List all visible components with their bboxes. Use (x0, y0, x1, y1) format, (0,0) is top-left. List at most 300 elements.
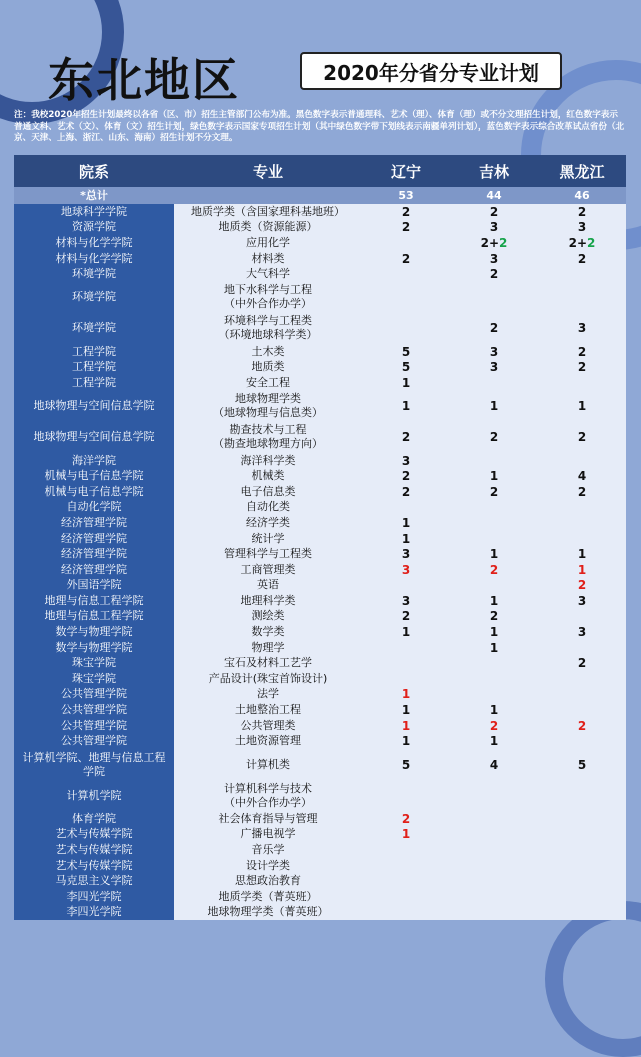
jilin-cell (450, 375, 538, 391)
liaoning-cell (362, 609, 450, 625)
count-value: 5 (401, 757, 411, 772)
table-row (14, 453, 626, 469)
major-cell: 设计学类 (174, 858, 362, 874)
count-value: 1 (401, 827, 411, 842)
department-cell: 工程学院 (14, 360, 174, 376)
major-cell: 土地资源管理 (174, 733, 362, 749)
jilin-cell (450, 251, 538, 267)
heilongjiang-cell (538, 453, 626, 469)
department-cell: 地理与信息工程学院 (14, 593, 174, 609)
heilongjiang-cell (538, 718, 626, 734)
count-value: 1 (577, 562, 587, 577)
table-row (14, 827, 626, 843)
jilin-cell (450, 640, 538, 656)
jilin-cell (450, 313, 538, 344)
count-value: 1 (401, 703, 411, 718)
plan-table (14, 155, 626, 920)
department-cell: 经济管理学院 (14, 531, 174, 547)
liaoning-cell (362, 220, 450, 236)
liaoning-cell (362, 515, 450, 531)
jilin-cell (450, 687, 538, 703)
major-cell: 环境科学与工程类 （环境地球科学类） (174, 313, 362, 344)
count-value: 1 (489, 625, 499, 640)
header-liaoning: 辽宁 (362, 155, 450, 187)
table-row (14, 749, 626, 780)
count-value: 1 (577, 399, 587, 414)
jilin-cell (450, 360, 538, 376)
major-cell: 地下水科学与工程 （中外合作办学） (174, 282, 362, 313)
jilin-cell (450, 422, 538, 453)
major-cell: 机械类 (174, 468, 362, 484)
major-cell: 地质学类（菁英班） (174, 889, 362, 905)
count-value: 2 (587, 235, 596, 250)
count-value: 2 (489, 484, 499, 499)
count-value: 2 (577, 578, 587, 593)
major-cell: 地理科学类 (174, 593, 362, 609)
table-row (14, 344, 626, 360)
count-value: 1 (401, 515, 411, 530)
heilongjiang-cell (538, 842, 626, 858)
department-cell: 经济管理学院 (14, 562, 174, 578)
liaoning-cell (362, 204, 450, 220)
liaoning-cell (362, 546, 450, 562)
heilongjiang-cell (538, 344, 626, 360)
jilin-cell (450, 873, 538, 889)
count-value: 2 (577, 656, 587, 671)
jilin-cell (450, 531, 538, 547)
count-value: 1 (489, 640, 499, 655)
table-row (14, 266, 626, 282)
jilin-cell (450, 204, 538, 220)
department-cell: 体育学院 (14, 811, 174, 827)
count-value: 2 (489, 562, 499, 577)
department-cell: 经济管理学院 (14, 546, 174, 562)
count-value: 3 (577, 593, 587, 608)
jilin-cell (450, 733, 538, 749)
heilongjiang-cell (538, 640, 626, 656)
count-value: 2 (499, 235, 508, 250)
major-cell: 管理科学与工程类 (174, 546, 362, 562)
note-text: 注：我校2020年招生计划最终以各省（区、市）招生主管部门公布为准。黑色数字表示普通理科、艺术（理）、体育（理）或不分文理招生计划，红色数字表示普通文科、艺术（文）、体育（文）招生计划，绿色数字表示国家专项招生计划（其中绿色数字带下划线表示南疆单列计划），蓝色数字表示综合改革试点省份（北京、天津、上海、浙江、山东、海南）招生计划不分文理。 (14, 110, 625, 143)
department-cell: 地球物理与空间信息学院 (14, 391, 174, 422)
heilongjiang-cell (538, 204, 626, 220)
liaoning-cell (362, 344, 450, 360)
major-cell: 法学 (174, 687, 362, 703)
count-value: 1 (401, 625, 411, 640)
liaoning-cell (362, 422, 450, 453)
liaoning-cell (362, 842, 450, 858)
table-row (14, 531, 626, 547)
count-value: 2 (577, 360, 587, 375)
major-cell: 思想政治教育 (174, 873, 362, 889)
table-row (14, 858, 626, 874)
count-value: 3 (577, 321, 587, 336)
liaoning-cell (362, 873, 450, 889)
liaoning-cell (362, 624, 450, 640)
table-row (14, 515, 626, 531)
department-cell: 艺术与传媒学院 (14, 842, 174, 858)
department-cell: 工程学院 (14, 344, 174, 360)
major-cell: 应用化学 (174, 235, 362, 251)
count-value: 1 (401, 734, 411, 749)
heilongjiang-cell (538, 515, 626, 531)
liaoning-cell (362, 733, 450, 749)
total-label: *总计 (14, 187, 174, 204)
jilin-cell (450, 344, 538, 360)
department-cell: 艺术与传媒学院 (14, 858, 174, 874)
count-value: 2 (401, 204, 411, 219)
table-row (14, 391, 626, 422)
heilongjiang-cell (538, 391, 626, 422)
liaoning-cell (362, 313, 450, 344)
table-row (14, 593, 626, 609)
total-heilongjiang: 46 (538, 187, 626, 204)
jilin-cell (450, 609, 538, 625)
table-row (14, 282, 626, 313)
count-value: 3 (489, 251, 499, 266)
count-value: 2 (401, 251, 411, 266)
jilin-cell (450, 484, 538, 500)
heilongjiang-cell (538, 531, 626, 547)
liaoning-cell (362, 266, 450, 282)
table-row (14, 624, 626, 640)
jilin-cell (450, 562, 538, 578)
jilin-cell (450, 235, 538, 251)
table-row (14, 702, 626, 718)
department-cell: 计算机学院 (14, 780, 174, 811)
department-cell: 材料与化学学院 (14, 251, 174, 267)
department-cell: 艺术与传媒学院 (14, 827, 174, 843)
jilin-cell (450, 266, 538, 282)
heilongjiang-cell (538, 624, 626, 640)
department-cell: 公共管理学院 (14, 687, 174, 703)
count-value: 2 (577, 251, 587, 266)
count-value: 3 (401, 547, 411, 562)
heilongjiang-cell (538, 562, 626, 578)
major-cell: 地质学类（含国家理科基地班） (174, 204, 362, 220)
jilin-cell (450, 391, 538, 422)
liaoning-cell (362, 655, 450, 671)
department-cell: 自动化学院 (14, 500, 174, 516)
count-value: 2 (577, 430, 587, 445)
table-row (14, 251, 626, 267)
table-row (14, 718, 626, 734)
liaoning-cell (362, 468, 450, 484)
count-value: 1 (401, 687, 411, 702)
heilongjiang-cell (538, 282, 626, 313)
liaoning-cell (362, 718, 450, 734)
table-row (14, 235, 626, 251)
heilongjiang-cell (538, 671, 626, 687)
liaoning-cell (362, 251, 450, 267)
page-subtitle: 2020年分省分专业计划 (300, 52, 562, 90)
count-value: 3 (489, 220, 499, 235)
table-row (14, 889, 626, 905)
count-value: 2 (489, 609, 499, 624)
major-cell: 英语 (174, 578, 362, 594)
heilongjiang-cell (538, 593, 626, 609)
header-department: 院系 (14, 155, 174, 187)
heilongjiang-cell (538, 578, 626, 594)
department-cell: 数学与物理学院 (14, 640, 174, 656)
jilin-cell (450, 905, 538, 921)
major-cell: 地球物理学类（菁英班） (174, 905, 362, 921)
jilin-cell (450, 453, 538, 469)
heilongjiang-cell (538, 905, 626, 921)
jilin-cell (450, 515, 538, 531)
count-value: 1 (489, 399, 499, 414)
count-value: 3 (577, 220, 587, 235)
table-row (14, 873, 626, 889)
major-cell: 自动化类 (174, 500, 362, 516)
count-value: 1 (489, 469, 499, 484)
department-cell: 机械与电子信息学院 (14, 484, 174, 500)
liaoning-cell (362, 702, 450, 718)
count-value: 2 (577, 484, 587, 499)
major-cell: 物理学 (174, 640, 362, 656)
count-value: 2 (577, 344, 587, 359)
major-cell: 广播电视学 (174, 827, 362, 843)
jilin-cell (450, 827, 538, 843)
header-major: 专业 (174, 155, 362, 187)
heilongjiang-cell (538, 827, 626, 843)
department-cell: 计算机学院、地理与信息工程 学院 (14, 749, 174, 780)
heilongjiang-cell (538, 235, 626, 251)
major-cell: 宝石及材料工艺学 (174, 655, 362, 671)
department-cell: 珠宝学院 (14, 671, 174, 687)
table-row (14, 655, 626, 671)
liaoning-cell (362, 593, 450, 609)
jilin-cell (450, 858, 538, 874)
major-cell: 社会体育指导与管理 (174, 811, 362, 827)
table-row (14, 546, 626, 562)
total-jilin: 44 (450, 187, 538, 204)
table-row (14, 780, 626, 811)
major-cell: 地质类 (174, 360, 362, 376)
heilongjiang-cell (538, 702, 626, 718)
heilongjiang-cell (538, 687, 626, 703)
department-cell: 数学与物理学院 (14, 624, 174, 640)
liaoning-cell (362, 578, 450, 594)
liaoning-cell (362, 453, 450, 469)
heilongjiang-cell (538, 873, 626, 889)
major-cell: 地质类（资源能源） (174, 220, 362, 236)
liaoning-cell (362, 827, 450, 843)
major-cell: 测绘类 (174, 609, 362, 625)
major-cell: 勘查技术与工程 （勘查地球物理方向） (174, 422, 362, 453)
table-row (14, 220, 626, 236)
department-cell: 公共管理学院 (14, 733, 174, 749)
table-row (14, 811, 626, 827)
major-cell: 地球物理学类 （地球物理与信息类） (174, 391, 362, 422)
major-cell: 土地整治工程 (174, 702, 362, 718)
count-value: 5 (401, 360, 411, 375)
department-cell: 公共管理学院 (14, 718, 174, 734)
department-cell: 地球科学学院 (14, 204, 174, 220)
table-row (14, 422, 626, 453)
heilongjiang-cell (538, 500, 626, 516)
major-cell: 公共管理类 (174, 718, 362, 734)
jilin-cell (450, 624, 538, 640)
count-value: 1 (577, 547, 587, 562)
count-value: 2+ (568, 235, 588, 250)
total-liaoning: 53 (362, 187, 450, 204)
count-value: 1 (489, 703, 499, 718)
liaoning-cell (362, 780, 450, 811)
liaoning-cell (362, 500, 450, 516)
table-row (14, 360, 626, 376)
heilongjiang-cell (538, 313, 626, 344)
table-row (14, 468, 626, 484)
table-row (14, 204, 626, 220)
major-cell: 材料类 (174, 251, 362, 267)
count-value: 5 (577, 757, 587, 772)
department-cell: 外国语学院 (14, 578, 174, 594)
header-jilin: 吉林 (450, 155, 538, 187)
department-cell: 环境学院 (14, 266, 174, 282)
table-row (14, 733, 626, 749)
liaoning-cell (362, 858, 450, 874)
count-value: 1 (489, 593, 499, 608)
liaoning-cell (362, 391, 450, 422)
department-cell: 材料与化学学院 (14, 235, 174, 251)
count-value: 2 (401, 811, 411, 826)
heilongjiang-cell (538, 609, 626, 625)
jilin-cell (450, 468, 538, 484)
liaoning-cell (362, 562, 450, 578)
jilin-cell (450, 842, 538, 858)
table-row (14, 671, 626, 687)
table-row (14, 609, 626, 625)
department-cell: 地球物理与空间信息学院 (14, 422, 174, 453)
heilongjiang-cell (538, 546, 626, 562)
total-blank (174, 187, 362, 204)
count-value: 2 (489, 321, 499, 336)
jilin-cell (450, 220, 538, 236)
liaoning-cell (362, 531, 450, 547)
count-value: 1 (489, 547, 499, 562)
count-value: 1 (401, 718, 411, 733)
count-value: 2 (489, 430, 499, 445)
major-cell: 计算机科学与技术 （中外合作办学） (174, 780, 362, 811)
heilongjiang-cell (538, 749, 626, 780)
heilongjiang-cell (538, 655, 626, 671)
major-cell: 安全工程 (174, 375, 362, 391)
major-cell: 数学类 (174, 624, 362, 640)
count-value: 2 (577, 718, 587, 733)
department-cell: 地理与信息工程学院 (14, 609, 174, 625)
department-cell: 海洋学院 (14, 453, 174, 469)
liaoning-cell (362, 375, 450, 391)
liaoning-cell (362, 640, 450, 656)
count-value: 1 (401, 531, 411, 546)
heilongjiang-cell (538, 484, 626, 500)
department-cell: 珠宝学院 (14, 655, 174, 671)
department-cell: 马克思主义学院 (14, 873, 174, 889)
table-row (14, 842, 626, 858)
major-cell: 音乐学 (174, 842, 362, 858)
heilongjiang-cell (538, 858, 626, 874)
count-value: 3 (577, 625, 587, 640)
count-value: 1 (401, 375, 411, 390)
department-cell: 李四光学院 (14, 889, 174, 905)
table-row (14, 578, 626, 594)
liaoning-cell (362, 282, 450, 313)
count-value: 2 (489, 204, 499, 219)
count-value: 2 (401, 469, 411, 484)
jilin-cell (450, 655, 538, 671)
jilin-cell (450, 718, 538, 734)
page-title: 东北地区 (48, 53, 240, 107)
count-value: 2 (489, 267, 499, 282)
table-row (14, 500, 626, 516)
count-value: 3 (489, 344, 499, 359)
heilongjiang-cell (538, 780, 626, 811)
jilin-cell (450, 671, 538, 687)
heilongjiang-cell (538, 375, 626, 391)
liaoning-cell (362, 889, 450, 905)
department-cell: 环境学院 (14, 282, 174, 313)
liaoning-cell (362, 671, 450, 687)
decor-circle (545, 901, 641, 1057)
count-value: 4 (489, 757, 499, 772)
major-cell: 土木类 (174, 344, 362, 360)
count-value: 2 (401, 220, 411, 235)
table-row (14, 484, 626, 500)
table-row (14, 313, 626, 344)
liaoning-cell (362, 687, 450, 703)
jilin-cell (450, 546, 538, 562)
total-row (14, 187, 626, 204)
jilin-cell (450, 780, 538, 811)
department-cell: 机械与电子信息学院 (14, 468, 174, 484)
heilongjiang-cell (538, 468, 626, 484)
count-value: 2 (489, 718, 499, 733)
heilongjiang-cell (538, 811, 626, 827)
table-row (14, 640, 626, 656)
heilongjiang-cell (538, 251, 626, 267)
department-cell: 资源学院 (14, 220, 174, 236)
heilongjiang-cell (538, 422, 626, 453)
table-header-row (14, 155, 626, 187)
jilin-cell (450, 889, 538, 905)
title-banner (0, 38, 641, 107)
liaoning-cell (362, 811, 450, 827)
count-value: 3 (401, 453, 411, 468)
count-value: 3 (489, 360, 499, 375)
count-value: 1 (401, 399, 411, 414)
major-cell: 统计学 (174, 531, 362, 547)
table-row (14, 905, 626, 921)
table-row (14, 687, 626, 703)
liaoning-cell (362, 749, 450, 780)
count-value: 2 (401, 484, 411, 499)
count-value: 1 (489, 734, 499, 749)
count-value: 3 (401, 593, 411, 608)
department-cell: 工程学院 (14, 375, 174, 391)
department-cell: 李四光学院 (14, 905, 174, 921)
jilin-cell (450, 578, 538, 594)
liaoning-cell (362, 235, 450, 251)
major-cell: 大气科学 (174, 266, 362, 282)
jilin-cell (450, 593, 538, 609)
count-value: 2 (401, 609, 411, 624)
count-value: 2 (577, 204, 587, 219)
major-cell: 产品设计(珠宝首饰设计) (174, 671, 362, 687)
count-value: 4 (577, 469, 587, 484)
jilin-cell (450, 500, 538, 516)
liaoning-cell (362, 905, 450, 921)
